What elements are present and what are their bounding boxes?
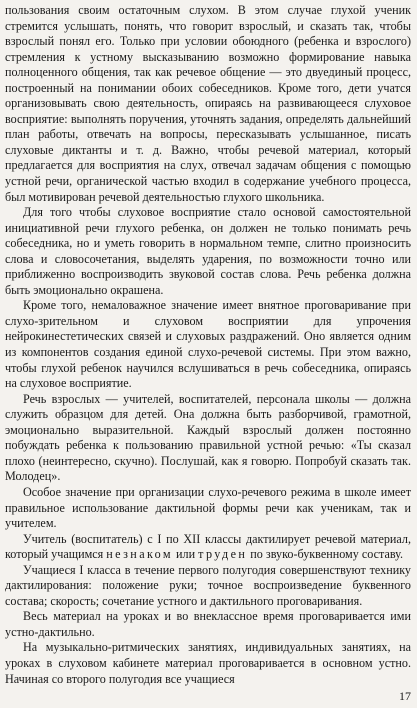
paragraph-6-start: Учитель (воспитатель) с I по XII классы дактилирует речевой материал, который учащимся xyxy=(5,531,411,562)
paragraph-8: Весь материал на уроках и во внеклассное время проговаривается ими устно-дактильно. xyxy=(5,609,411,639)
paragraph-6 xyxy=(5,532,411,563)
spaced-word-difficult: труден xyxy=(198,547,248,562)
spaced-word-unfamiliar: незнаком xyxy=(106,547,173,562)
paragraph-6-end: по звуко-буквенному составу. xyxy=(247,547,404,562)
paragraph-9: На музыкально-ритмических занятиях, индивидуальных занятиях, на уроках в слуховом кабинете материал проговаривается в основном устно. Начиная со второго полугодия все учащиеся xyxy=(5,640,411,686)
paragraph-1: пользования своим остаточным слухом. В этом случае глухой ученик стремится услышать, понять, что говорит взрослый, и сказать так, чтобы взрослый понял его. Только при условии обоюдного (ребенка и взрослого) стремления к устному высказыванию возможно формирование навыка полноценного общения, так как речевое общение — это двуединый процесс, построенный на понимании обоих собеседников. Кроме того, дети учатся организовывать свою деятельность, опираясь на развивающееся слуховое восприятие: выполнять поручения, уточнять задания, определять дальнейший план работы, отвечать на вопросы, пересказывать услышанное, писать слуховые диктанты и т. д. Важно, чтобы речевой материал, который предлагается для восприятия на слух, отвечал задачам общения с помощью устной речи, органической частью входил в содержание учебного процесса, был мотивирован речевой деятельностью глухого школьника. xyxy=(5,3,411,204)
page-number: 17 xyxy=(399,689,411,703)
paragraph-6-middle: или xyxy=(173,547,199,562)
paragraph-5: Особое значение при организации слухо-речевого режима в школе имеет правильное использование дактильной формы речи как ученикам, так и учителем. xyxy=(5,484,411,531)
paragraph-3: Кроме того, немаловажное значение имеет внятное проговаривание при слухо-зрительном и слуховом восприятии для упрочения нейрокинестетических связей и слуховых раздражений. Оно является одним из компонентов создания единой слухо-речевой системы. При этом важно, чтобы глухой ребенок научился вслушиваться в речь собеседника, опираясь на слуховое восприятие. xyxy=(5,298,411,391)
paragraph-7: Учащиеся I класса в течение первого полугодия совершенствуют технику дактилирования: положение руки; точное воспроизведение буквенного состава; скорость; сочетание устного и дактильного проговаривания. xyxy=(5,562,411,608)
paragraph-2: Для того чтобы слуховое восприятие стало основой самостоятельной инициативной речи глухого ребенка, он должен не только понимать речь собеседника, но и уметь говорить в нормальном темпе, слитно произносить слова и словосочетания, выделять ударения, по возможности точно или приближенно воспроизводить звуковой состав слова. Речь ребенка должна быть эмоционально окрашена. xyxy=(5,205,411,297)
paragraph-4: Речь взрослых — учителей, воспитателей, персонала школы — должна служить образцом для детей. Она должна быть разборчивой, грамотной, эмоционально выразительной. Каждый взрослый должен постоянно побуждать ребенка к пользованию правильной устной речью: «Ты сказал плохо (неинтересно, скучно). Послушай, как я говорю. Попробуй сказать так. Молодец». xyxy=(5,391,411,484)
